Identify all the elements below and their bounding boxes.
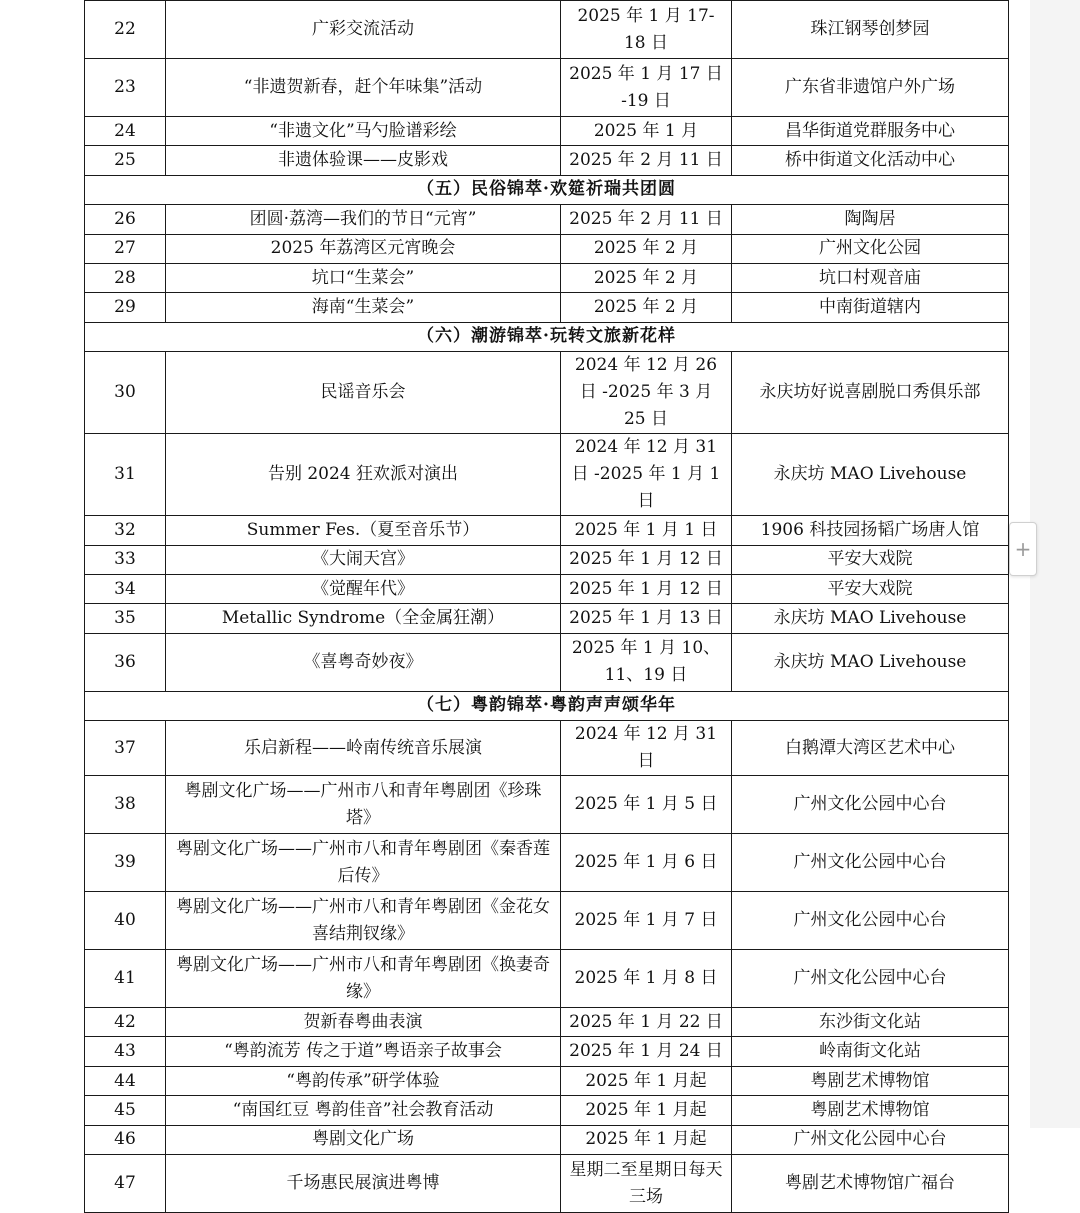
event-name: 千场惠民展演进粤博 xyxy=(166,1155,561,1213)
event-name: Summer Fes.（夏至音乐节） xyxy=(166,516,561,545)
events-table xyxy=(84,0,1009,1213)
event-name: 广彩交流活动 xyxy=(166,1,561,59)
row-number: 45 xyxy=(85,1096,166,1125)
row-number: 37 xyxy=(85,721,166,776)
table-row xyxy=(85,633,1009,691)
table-row xyxy=(85,892,1009,950)
row-number: 34 xyxy=(85,574,166,603)
table-row xyxy=(85,776,1009,834)
event-date: 2025 年 1 月 10、11、19 日 xyxy=(561,633,732,691)
table-row xyxy=(85,604,1009,633)
event-venue: 昌华街道党群服务中心 xyxy=(732,117,1009,146)
table-row xyxy=(85,1008,1009,1037)
event-date: 2025 年 1 月 17-18 日 xyxy=(561,1,732,59)
event-date: 2025 年 1 月 13 日 xyxy=(561,604,732,633)
event-name: 粤剧文化广场 xyxy=(166,1125,561,1154)
event-name: “非遗贺新春，赶个年味集”活动 xyxy=(166,59,561,117)
event-date: 2025 年 2 月 11 日 xyxy=(561,146,732,175)
table-row xyxy=(85,1,1009,59)
event-date: 2025 年 1 月 24 日 xyxy=(561,1037,732,1066)
table-row xyxy=(85,263,1009,292)
section-header-row xyxy=(85,322,1009,351)
table-row xyxy=(85,59,1009,117)
event-venue: 广州文化公园中心台 xyxy=(732,834,1009,892)
section-header-row xyxy=(85,175,1009,204)
event-date: 2024 年 12 月 26 日 -2025 年 3 月 25 日 xyxy=(561,352,732,434)
event-date: 2025 年 2 月 11 日 xyxy=(561,205,732,234)
event-date: 2024 年 12 月 31 日 xyxy=(561,721,732,776)
row-number: 43 xyxy=(85,1037,166,1066)
table-row xyxy=(85,293,1009,322)
event-venue: 坑口村观音庙 xyxy=(732,263,1009,292)
event-date: 2025 年 1 月 12 日 xyxy=(561,574,732,603)
row-number: 31 xyxy=(85,434,166,516)
page-margin xyxy=(1030,0,1080,1128)
row-number: 32 xyxy=(85,516,166,545)
row-number: 33 xyxy=(85,545,166,574)
table-row xyxy=(85,234,1009,263)
event-date: 2025 年 1 月起 xyxy=(561,1096,732,1125)
event-date: 2025 年 1 月 6 日 xyxy=(561,834,732,892)
event-venue: 永庆坊 MAO Livehouse xyxy=(732,434,1009,516)
event-name: 团圆·荔湾—我们的节日“元宵” xyxy=(166,205,561,234)
event-name: 粤剧文化广场——广州市八和青年粤剧团《珍珠塔》 xyxy=(166,776,561,834)
event-name: 粤剧文化广场——广州市八和青年粤剧团《换妻奇缘》 xyxy=(166,950,561,1008)
table-row xyxy=(85,1037,1009,1066)
table-row xyxy=(85,834,1009,892)
row-number: 28 xyxy=(85,263,166,292)
table-row xyxy=(85,434,1009,516)
event-venue: 岭南街文化站 xyxy=(732,1037,1009,1066)
event-venue: 平安大戏院 xyxy=(732,574,1009,603)
event-date: 2025 年 1 月起 xyxy=(561,1066,732,1095)
event-venue: 粤剧艺术博物馆广福台 xyxy=(732,1155,1009,1213)
event-date: 2025 年 1 月 xyxy=(561,117,732,146)
event-name: 告别 2024 狂欢派对演出 xyxy=(166,434,561,516)
events-table-body xyxy=(85,1,1009,1213)
event-venue: 陶陶居 xyxy=(732,205,1009,234)
event-name: 贺新春粤曲表演 xyxy=(166,1008,561,1037)
table-row xyxy=(85,574,1009,603)
event-date: 2025 年 2 月 xyxy=(561,234,732,263)
row-number: 35 xyxy=(85,604,166,633)
add-button[interactable] xyxy=(1009,522,1037,576)
event-venue: 永庆坊 MAO Livehouse xyxy=(732,633,1009,691)
table-row xyxy=(85,146,1009,175)
event-venue: 粤剧艺术博物馆 xyxy=(732,1096,1009,1125)
event-name: “粤韵传承”研学体验 xyxy=(166,1066,561,1095)
row-number: 23 xyxy=(85,59,166,117)
table-row xyxy=(85,950,1009,1008)
row-number: 42 xyxy=(85,1008,166,1037)
table-row xyxy=(85,1125,1009,1154)
event-date: 星期二至星期日每天三场 xyxy=(561,1155,732,1213)
event-name: 海南“生菜会” xyxy=(166,293,561,322)
event-name: 《觉醒年代》 xyxy=(166,574,561,603)
table-row xyxy=(85,1155,1009,1213)
event-venue: 桥中街道文化活动中心 xyxy=(732,146,1009,175)
event-date: 2025 年 2 月 xyxy=(561,293,732,322)
event-name: 民谣音乐会 xyxy=(166,352,561,434)
row-number: 44 xyxy=(85,1066,166,1095)
row-number: 25 xyxy=(85,146,166,175)
row-number: 30 xyxy=(85,352,166,434)
row-number: 29 xyxy=(85,293,166,322)
event-venue: 平安大戏院 xyxy=(732,545,1009,574)
event-date: 2025 年 1 月 5 日 xyxy=(561,776,732,834)
event-name: 坑口“生菜会” xyxy=(166,263,561,292)
event-date: 2025 年 1 月 8 日 xyxy=(561,950,732,1008)
event-venue: 广州文化公园中心台 xyxy=(732,1125,1009,1154)
row-number: 47 xyxy=(85,1155,166,1213)
row-number: 39 xyxy=(85,834,166,892)
event-date: 2025 年 1 月起 xyxy=(561,1125,732,1154)
event-name: 非遗体验课——皮影戏 xyxy=(166,146,561,175)
section-title: （七）粤韵锦萃·粤韵声声颂华年 xyxy=(85,691,1009,720)
event-date: 2024 年 12 月 31 日 -2025 年 1 月 1 日 xyxy=(561,434,732,516)
row-number: 22 xyxy=(85,1,166,59)
event-name: “粤韵流芳 传之于道”粤语亲子故事会 xyxy=(166,1037,561,1066)
table-row xyxy=(85,352,1009,434)
row-number: 38 xyxy=(85,776,166,834)
event-venue: 广州文化公园中心台 xyxy=(732,776,1009,834)
row-number: 46 xyxy=(85,1125,166,1154)
event-date: 2025 年 1 月 7 日 xyxy=(561,892,732,950)
event-name: Metallic Syndrome（全金属狂潮） xyxy=(166,604,561,633)
event-venue: 广州文化公园中心台 xyxy=(732,950,1009,1008)
event-venue: 1906 科技园扬韬广场唐人馆 xyxy=(732,516,1009,545)
event-name: 《喜粤奇妙夜》 xyxy=(166,633,561,691)
section-title: （六）潮游锦萃·玩转文旅新花样 xyxy=(85,322,1009,351)
event-date: 2025 年 1 月 1 日 xyxy=(561,516,732,545)
event-venue: 广州文化公园 xyxy=(732,234,1009,263)
table-row xyxy=(85,545,1009,574)
table-row xyxy=(85,117,1009,146)
section-title: （五）民俗锦萃·欢筵祈瑞共团圆 xyxy=(85,175,1009,204)
event-venue: 广州文化公园中心台 xyxy=(732,892,1009,950)
event-venue: 永庆坊好说喜剧脱口秀俱乐部 xyxy=(732,352,1009,434)
event-name: 乐启新程——岭南传统音乐展演 xyxy=(166,721,561,776)
table-row xyxy=(85,721,1009,776)
event-name: “南国红豆 粤韵佳音”社会教育活动 xyxy=(166,1096,561,1125)
event-date: 2025 年 1 月 12 日 xyxy=(561,545,732,574)
row-number: 24 xyxy=(85,117,166,146)
event-venue: 中南街道辖内 xyxy=(732,293,1009,322)
event-venue: 广东省非遗馆户外广场 xyxy=(732,59,1009,117)
event-date: 2025 年 2 月 xyxy=(561,263,732,292)
event-name: 粤剧文化广场——广州市八和青年粤剧团《秦香莲后传》 xyxy=(166,834,561,892)
row-number: 41 xyxy=(85,950,166,1008)
row-number: 26 xyxy=(85,205,166,234)
row-number: 40 xyxy=(85,892,166,950)
event-venue: 东沙街文化站 xyxy=(732,1008,1009,1037)
event-venue: 粤剧艺术博物馆 xyxy=(732,1066,1009,1095)
event-date: 2025 年 1 月 17 日 -19 日 xyxy=(561,59,732,117)
event-name: 2025 年荔湾区元宵晚会 xyxy=(166,234,561,263)
plus-icon: + xyxy=(1014,537,1032,561)
table-row xyxy=(85,516,1009,545)
table-row xyxy=(85,1066,1009,1095)
event-name: “非遗文化”马勺脸谱彩绘 xyxy=(166,117,561,146)
table-row xyxy=(85,205,1009,234)
table-row xyxy=(85,1096,1009,1125)
event-name: 粤剧文化广场——广州市八和青年粤剧团《金花女喜结荆钗缘》 xyxy=(166,892,561,950)
event-venue: 珠江钢琴创梦园 xyxy=(732,1,1009,59)
event-venue: 永庆坊 MAO Livehouse xyxy=(732,604,1009,633)
event-date: 2025 年 1 月 22 日 xyxy=(561,1008,732,1037)
event-name: 《大闹天宫》 xyxy=(166,545,561,574)
event-venue: 白鹅潭大湾区艺术中心 xyxy=(732,721,1009,776)
section-header-row xyxy=(85,691,1009,720)
row-number: 27 xyxy=(85,234,166,263)
row-number: 36 xyxy=(85,633,166,691)
